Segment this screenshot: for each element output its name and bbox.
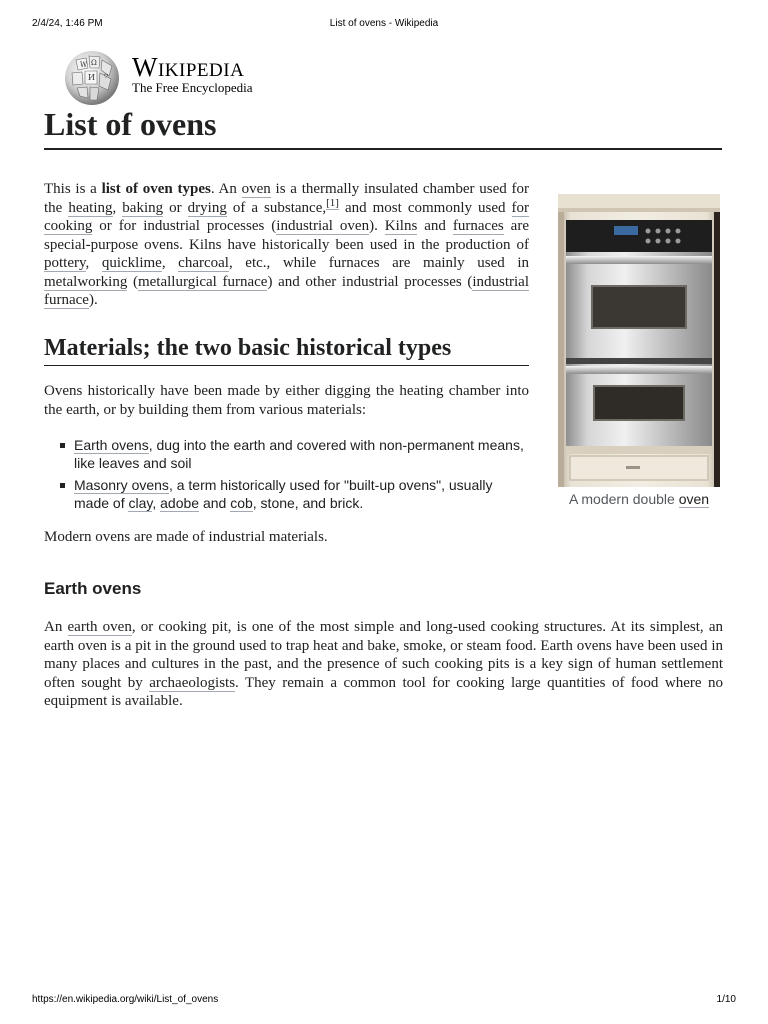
svg-text:Ω: Ω	[91, 59, 97, 67]
list-item: Masonry ovens, a term historically used for "built-up ovens", usually made of clay, adobe and cob, stone, and brick.	[58, 476, 528, 512]
print-url: https://en.wikipedia.org/wiki/List_of_ovens	[32, 994, 219, 1005]
page-title: List of ovens	[44, 104, 722, 150]
link-drying[interactable]: drying	[187, 199, 227, 216]
link-kilns[interactable]: Kilns	[384, 218, 418, 234]
link-archaeologists[interactable]: archaeologists	[149, 674, 236, 691]
link-industrial-furnace[interactable]: industrial furnace	[44, 273, 530, 308]
infobox-caption: A modern double oven	[568, 491, 710, 507]
link-oven[interactable]: oven	[241, 181, 271, 197]
print-footer	[32, 994, 736, 1008]
wikipedia-globe-icon	[62, 48, 122, 106]
modern-materials-paragraph: Modern ovens are made of industrial materials.	[44, 529, 328, 545]
earth-ovens-paragraph: An earth oven, or cooking pit, is one of the most simple and long-used cooking structures. At its simplest, an earth oven is a pit in the ground used to trap heat and bake, smoke, or steam food. Earth ovens have been used in many places and cultures in the past, and the presence of such cooking pits is a key sign of human settlement often sought by archaeologists. They remain a common tool for cooking large quantities of food where no equipment is available.	[44, 619, 723, 709]
link-charcoal[interactable]: charcoal	[178, 255, 229, 271]
double-oven-illustration	[558, 194, 720, 487]
wikipedia-tagline: The Free Encyclopedia	[132, 80, 253, 95]
link-metalworking[interactable]: metalworking	[44, 273, 128, 290]
link-pottery[interactable]: pottery	[44, 255, 86, 271]
link-quicklime[interactable]: quicklime	[101, 255, 162, 271]
materials-paragraph: Ovens historically have been made by either digging the heating chamber into the earth, or by building them from various materials:	[44, 383, 529, 418]
link-earth-ovens[interactable]: Earth ovens	[74, 437, 149, 453]
print-page-number: 1/10	[716, 994, 736, 1005]
link-masonry-ovens[interactable]: Masonry ovens	[74, 477, 169, 493]
link-industrial-oven[interactable]: industrial oven	[276, 218, 370, 234]
materials-list	[58, 436, 528, 516]
svg-text:И: И	[88, 73, 95, 82]
link-earth-oven[interactable]: earth oven	[67, 619, 132, 635]
svg-text:ウ: ウ	[103, 73, 110, 80]
link-clay[interactable]: clay	[128, 495, 153, 511]
link-heating[interactable]: heating	[68, 199, 113, 216]
infobox-figure	[558, 194, 720, 507]
wikipedia-logo[interactable]	[62, 48, 282, 106]
print-datetime: 2/4/24, 1:46 PM	[32, 18, 103, 29]
link-cob[interactable]: cob	[230, 495, 253, 511]
section-heading-earth-ovens: Earth ovens	[44, 579, 142, 598]
svg-text:W: W	[80, 61, 88, 69]
link-furnaces[interactable]: furnaces	[452, 218, 504, 234]
print-header	[32, 18, 736, 32]
link-caption-oven[interactable]: oven	[678, 491, 710, 507]
print-tab-title: List of ovens - Wikipedia	[329, 18, 439, 29]
link-for-cooking[interactable]: for cooking	[44, 199, 530, 234]
intro-bold-term: list of oven types	[101, 181, 211, 197]
link-baking[interactable]: baking	[122, 199, 164, 216]
intro-paragraph: This is a list of oven types. An oven is a thermally insulated chamber used for the heating, baking or drying of a substance,[1] and most commonly used for cooking or for industrial processes (industrial oven). Kilns and furnaces are special-purpose ovens. Kilns have historically been used in the production of pottery, quicklime, charcoal, etc., while furnaces are mainly used in metalworking (metallurgical furnace) and other industrial processes (industrial furnace).	[44, 181, 530, 308]
list-item: Earth ovens, dug into the earth and covered with non-permanent means, like leaves and soil	[58, 436, 528, 472]
wikipedia-wordmark: Wikipedia	[132, 52, 245, 82]
reference-1[interactable]: [1]	[326, 196, 339, 209]
double-oven-image[interactable]	[558, 194, 720, 487]
section-heading-materials: Materials; the two basic historical types	[44, 333, 529, 366]
link-adobe[interactable]: adobe	[160, 495, 200, 511]
link-metallurgical-furnace[interactable]: metallurgical furnace	[137, 273, 268, 290]
